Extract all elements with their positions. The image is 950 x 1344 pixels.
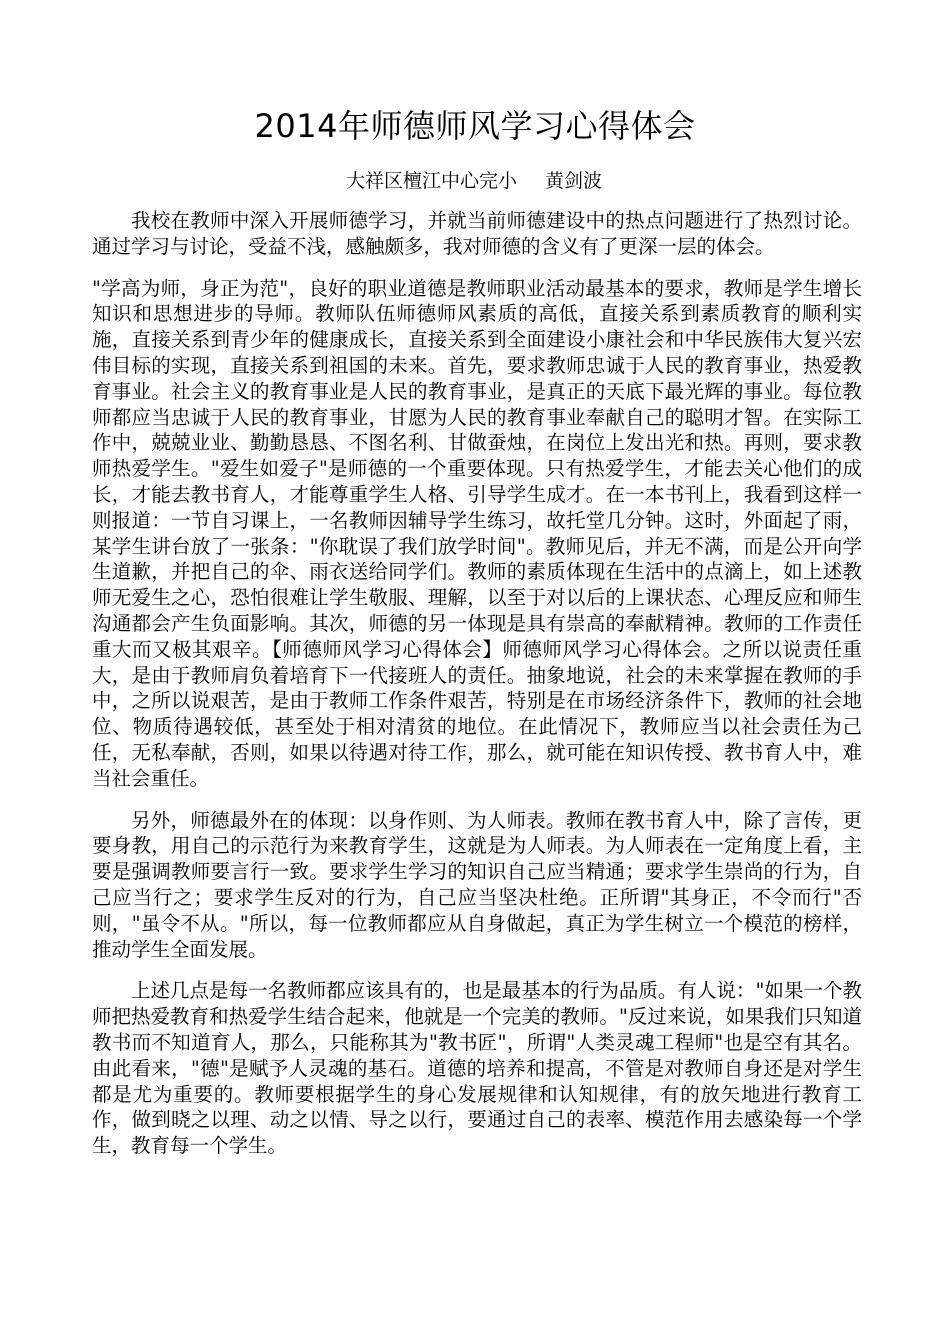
paragraph-teacher-ethics: "学高为师，身正为范"，良好的职业道德是教师职业活动最基本的要求，教师是学生增长知识和思想进步的导师。教师队伍师德师风素质的高低，直接关系到素质教育的顺利实施，直接关系到青少年的健康成长，直接关系到全面建设小康社会和中华民族伟大复兴宏伟目标的实现，直接关系到祖国的未来。首先，要求教师忠诚于人民的教育事业，热爱教育事业。社会主义的教育事业是人民的教育事业，是真正的天底下最光辉的事业。每位教师都应当忠诚于人民的教育事业，甘愿为人民的教育事业奉献自己的聪明才智。在实际工作中，兢兢业业、勤勤恳恳、不图名利、甘做蚕烛，在岗位上发出光和热。再则，要求教师热爱学生。"爱生如爱子"是师德的一个重要体现。只有热爱学生，才能去关心他们的成长，才能去教书育人，才能尊重学生人格、引导学生成才。在一本书刊上，我看到这样一则报道：一节自习课上，一名教师因辅导学生练习，故托堂几分钟。这时，外面起了雨，某学生讲台放了一张条："你耽误了我们放学时间"。教师见后，并无不满，而是公开向学生道歉，并把自己的伞、雨衣送给同学们。教师的素质体现在生活中的点滴上，如上述教师无爱生之心，恐怕很难让学生敬服、理解，以至于对以后的上课状态、心理反应和师生沟通都会产生负面影响。其次，师德的另一体现是具有崇高的奉献精神。教师的工作责任重大而又极其艰辛。【师德师风学习心得体会】师德师风学习心得体会。之所以说责任重大，是由于教师肩负着培育下一代接班人的责任。抽象地说，社会的未来掌握在教师的手中，之所以说艰苦，是由于教师工作条件艰苦，特别是在市场经济条件下，教师的社会地位、物质待遇较低，甚至处于相对清贫的地位。在此情况下，教师应当以社会责任为己任，无私奉献，否则，如果以待遇对待工作，那么，就可能在知识传授、教书育人中，难当社会重任。 — [92, 276, 862, 790]
paragraph-role-model: 另外，师德最外在的体现：以身作则、为人师表。教师在教书育人中，除了言传，更要身教，用自己的示范行为来教育学生，这就是为人师表。为人师表在一定角度上看，主要是强调教师要言行一致。要求学生学习的知识自己应当精通；要求学生崇尚的行为，自己应当行之；要求学生反对的行为，自己应当坚决杜绝。正所谓"其身正，不令而行"否则，"虽令不从。"所以，每一位教师都应从自身做起，真正为学生树立一个模范的榜样，推动学生全面发展。 — [92, 808, 862, 961]
document-title: 2014年师德师风学习心得体会 — [254, 107, 696, 145]
paragraph-intro: 我校在教师中深入开展师德学习，并就当前师德建设中的热点问题进行了热烈讨论。通过学习与讨论，受益不浅，感触颇多，我对师德的含义有了更深一层的体会。 — [92, 209, 862, 258]
author-byline — [346, 168, 602, 194]
author-name: 黄剑波 — [545, 170, 603, 192]
author-school: 大祥区檀江中心完小 — [346, 170, 518, 192]
paragraph-conclusion: 上述几点是每一名教师都应该具有的，也是最基本的行为品质。有人说："如果一个教师把热爱教育和热爱学生结合起来，他就是一个完美的教师。"反过来说，如果我们只知道教书而不知道育人，那么，只能称其为"教书匠"，所谓"人类灵魂工程师"也是空有其名。由此看来，"德"是赋予人灵魂的基石。道德的培养和提高，不管是对教师自身还是对学生都是尤为重要的。教师要根据学生的身心发展规律和认知规律，有的放矢地进行教育工作，做到晓之以理、动之以情、导之以行，要通过自己的表率、模范作用去感染每一个学生，教育每一个学生。 — [92, 979, 862, 1158]
document-body — [92, 208, 862, 1175]
